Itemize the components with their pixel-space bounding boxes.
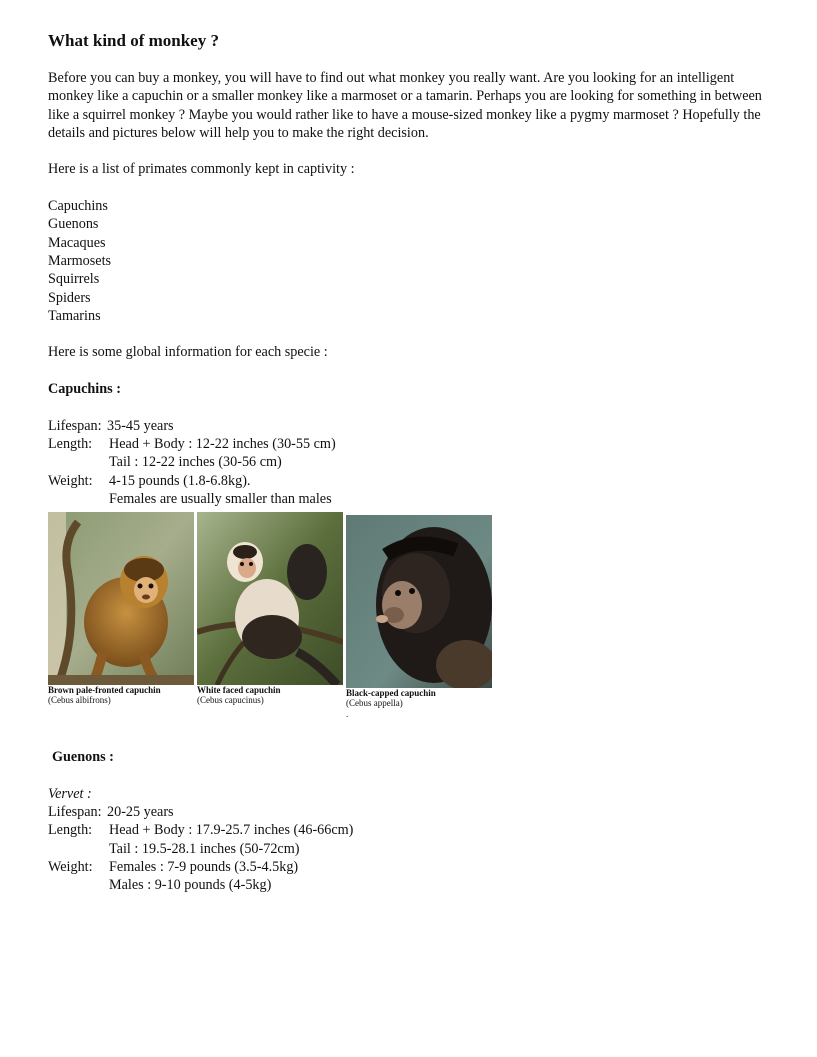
white-faced-capuchin-image	[197, 512, 343, 685]
photo-caption: Brown pale-fronted capuchin	[48, 685, 161, 696]
capuchin-photo-3	[346, 515, 492, 720]
list-item: Guenons	[48, 216, 99, 233]
lifespan-label: Lifespan:	[48, 417, 102, 434]
page-title: What kind of monkey ?	[48, 31, 219, 50]
guenons-heading: Guenons :	[52, 749, 114, 766]
lifespan-value: 35-45 years	[107, 417, 174, 434]
weight-male-value: Males : 9-10 pounds (4-5kg)	[109, 877, 272, 894]
photo-latin-name: (Cebus appella)	[346, 698, 403, 709]
weight-label: Weight:	[48, 472, 93, 489]
list-item: Spiders	[48, 289, 91, 306]
guenons-facts	[48, 785, 778, 895]
capuchin-photo-row	[48, 512, 778, 722]
document-page	[48, 30, 778, 895]
list-item: Tamarins	[48, 307, 101, 324]
length-body-value: Head + Body : 17.9-25.7 inches (46-66cm)	[109, 822, 354, 839]
weight-value: 4-15 pounds (1.8-6.8kg).	[109, 472, 251, 489]
brown-capuchin-image	[48, 512, 194, 685]
list-item: Marmosets	[48, 252, 112, 269]
photo-caption: Black-capped capuchin	[346, 688, 436, 699]
photo-latin-name: (Cebus capucinus)	[197, 695, 264, 706]
weight-female-value: Females : 7-9 pounds (3.5-4.5kg)	[109, 858, 299, 875]
list-intro: Here is a list of primates commonly kept in captivity :	[48, 161, 355, 178]
photo-latin-name: (Cebus albifrons)	[48, 695, 111, 706]
length-label: Length:	[48, 822, 93, 839]
species-name: Vervet :	[48, 785, 92, 802]
lifespan-value: 20-25 years	[107, 804, 174, 821]
global-intro: Here is some global information for each specie :	[48, 344, 328, 361]
intro-paragraph: Before you can buy a monkey, you will have to find out what monkey you really want. Are you looking for an intelligent monkey like a capuchin or a smaller monkey like a marmoset or a tamarin. Perhaps you are looking for something in between like a squirrel monkey ? Maybe you would rather like to have a mouse-sized monkey like a pygmy marmoset ? Hopefully the details and pictures below will help you to make the right decision.	[48, 70, 762, 141]
capuchins-heading: Capuchins :	[48, 381, 121, 398]
list-item: Macaques	[48, 234, 106, 251]
length-label: Length:	[48, 435, 93, 452]
list-item: Squirrels	[48, 271, 100, 288]
weight-label: Weight:	[48, 858, 93, 875]
length-body-value: Head + Body : 12-22 inches (30-55 cm)	[109, 435, 336, 452]
photo-caption: White faced capuchin	[197, 685, 281, 696]
lifespan-label: Lifespan:	[48, 804, 102, 821]
capuchin-photo-1	[48, 512, 194, 706]
photo-extra-mark: .	[346, 709, 349, 720]
primate-list	[48, 197, 778, 325]
length-tail-value: Tail : 19.5-28.1 inches (50-72cm)	[109, 840, 300, 857]
capuchin-photo-2	[197, 512, 343, 706]
list-item: Capuchins	[48, 198, 108, 215]
capuchins-facts	[48, 417, 778, 508]
weight-note: Females are usually smaller than males	[109, 490, 332, 507]
black-capped-capuchin-image	[346, 515, 492, 688]
length-tail-value: Tail : 12-22 inches (30-56 cm)	[109, 454, 282, 471]
